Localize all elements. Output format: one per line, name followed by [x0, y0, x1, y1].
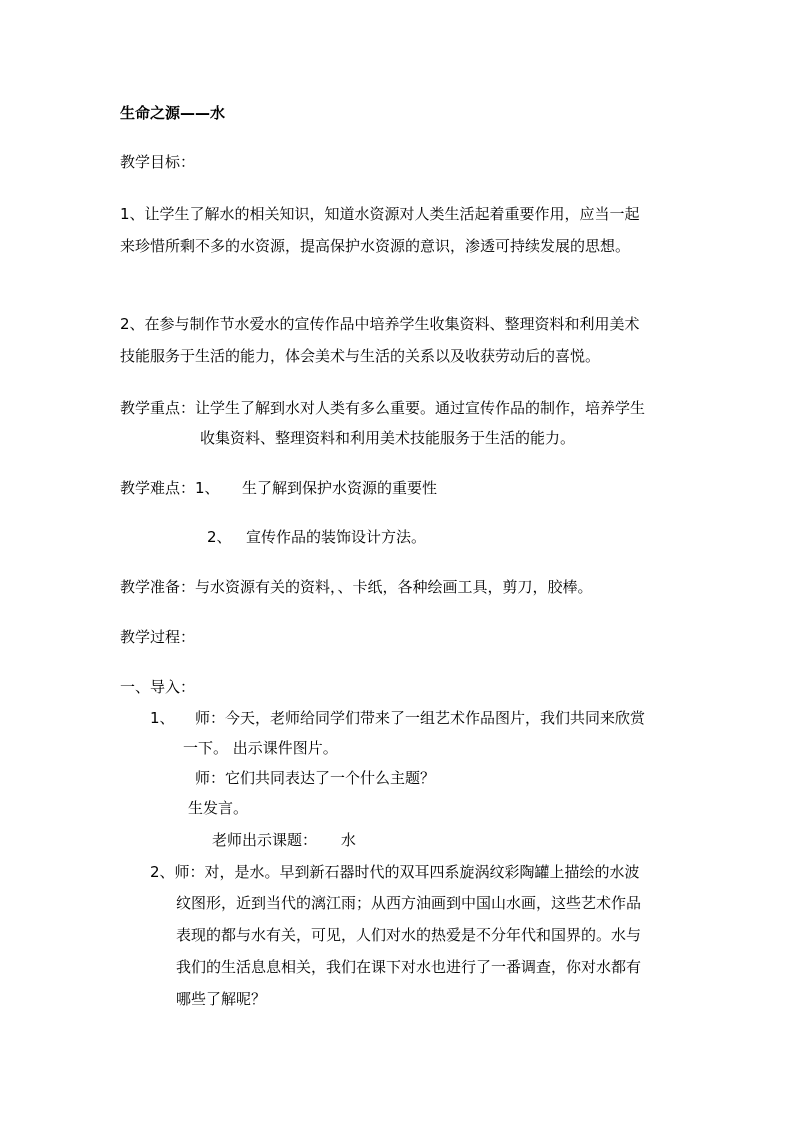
difficulty-item-2: 宣传作品的装饰设计方法。: [246, 528, 427, 546]
step-2-line-1: 2、师：对，是水。早到新石器时代的双耳四系旋涡纹彩陶罐上描绘的水波: [150, 863, 640, 881]
goal-1-line-1: 1、让学生了解水的相关知识，知道水资源对人类生活起着重要作用，应当一起: [120, 205, 640, 223]
step-2-line-5: 哪些了解呢？: [176, 990, 267, 1008]
intro-heading: 一、导入：: [120, 678, 196, 696]
step-2-line-3: 表现的都与水有关，可见，人们对水的热爱是不分年代和国界的。水与: [176, 926, 642, 944]
step-2-line-2: 纹图形，近到当代的漓江雨；从西方油画到中国山水画，这些艺术作品: [176, 894, 642, 912]
document-title: 生命之源——水: [120, 104, 226, 122]
process-heading: 教学过程：: [120, 628, 196, 646]
step-1-line-5: 老师出示课题： 水: [212, 831, 356, 849]
key-point-line-2: 收集资料、整理资料和利用美术技能服务于生活的能力。: [200, 429, 576, 447]
preparation: 教学准备：与水资源有关的资料，、卡纸，各种绘画工具，剪刀，胶棒。: [120, 578, 593, 596]
difficulty-item-1: 生了解到保护水资源的重要性: [242, 479, 438, 497]
goal-1-line-2: 来珍惜所剩不多的水资源，提高保护水资源的意识，渗透可持续发展的思想。: [120, 237, 631, 255]
difficulty-label: 教学难点：1、: [120, 479, 220, 497]
step-1-line-3: 师：它们共同表达了一个什么主题？: [195, 769, 436, 787]
step-1-line-1: 师：今天，老师给同学们带来了一组艺术作品图片，我们共同来欣赏: [195, 709, 646, 727]
step-1-line-2: 一下。 出示课件图片。: [183, 739, 338, 757]
key-point-line-1: 教学重点：让学生了解到水对人类有多么重要。通过宣传作品的制作，培养学生: [120, 399, 646, 417]
step-1-line-4: 生发言。: [188, 799, 249, 817]
goal-2-line-2: 技能服务于生活的能力，体会美术与生活的关系以及收获劳动后的喜悦。: [120, 347, 601, 365]
difficulty-item-2-number: 2、: [207, 528, 232, 546]
step-1-number: 1、: [150, 709, 175, 727]
step-2-line-4: 我们的生活息息相关，我们在课下对水也进行了一番调查，你对水都有: [176, 958, 642, 976]
goal-2-line-1: 2、在参与制作节水爱水的宣传作品中培养学生收集资料、整理资料和利用美术: [120, 315, 640, 333]
goal-heading: 教学目标：: [120, 153, 196, 171]
